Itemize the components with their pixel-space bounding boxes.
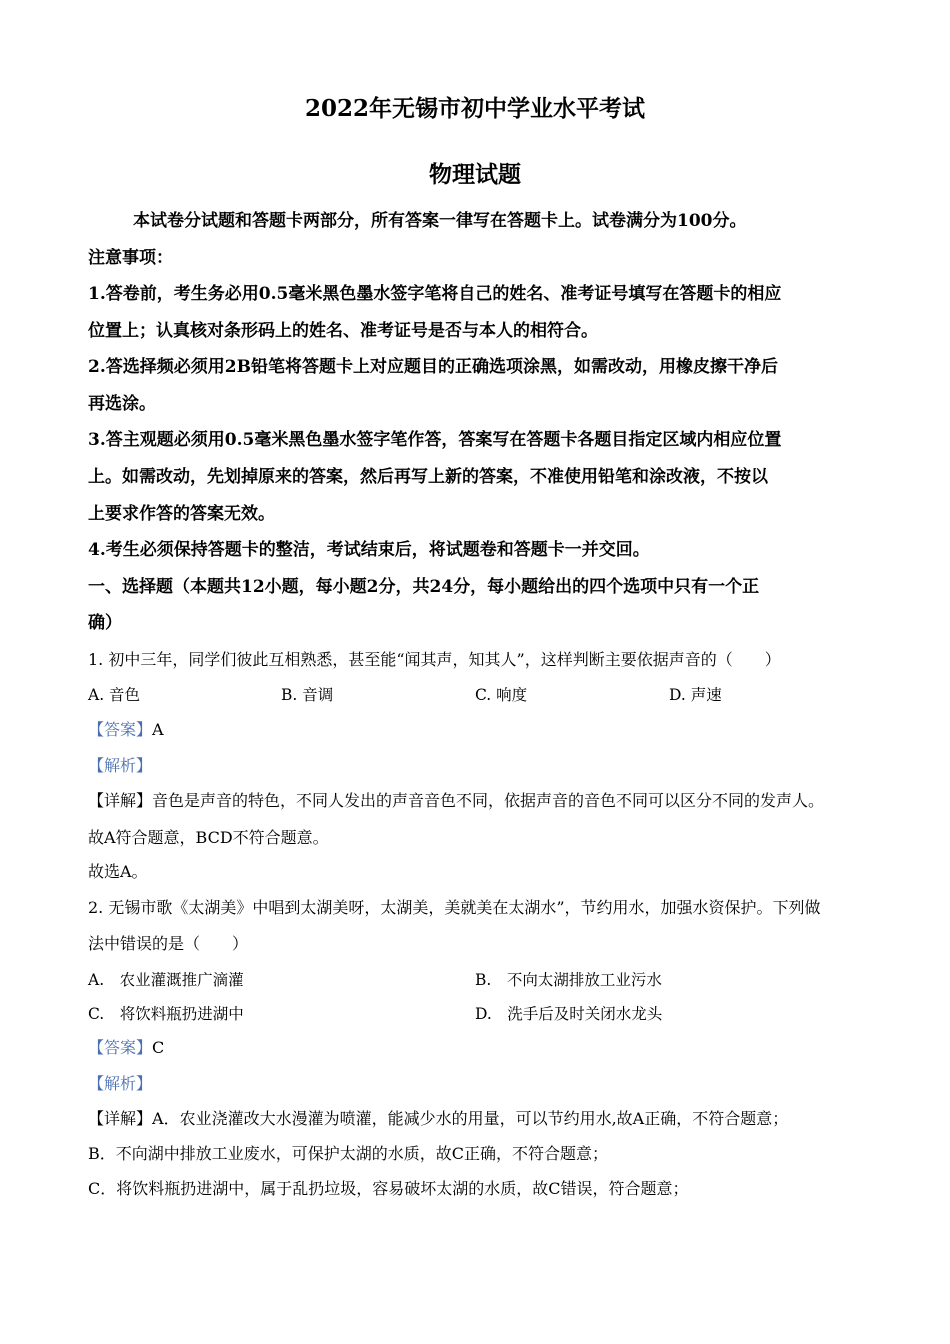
section-heading: 一、选择题（本题共12小题，每小题2分，共24分，每小题给出的四个选项中只有一个正 (88, 577, 760, 597)
note-line: 上。如需改动，先划掉原来的答案，然后再写上新的答案，不准使用铅笔和涂改液，不按以 (88, 467, 768, 487)
q2-analysis (88, 1074, 868, 1094)
exam-subtitle: 物理试题 (429, 161, 521, 188)
note-line: 4.考生必须保持答题卡的整洁，考试结束后，将试题卷和答题卡一并交回。 (88, 540, 650, 560)
note-line: 3.答主观题必须用0.5毫米黑色墨水签字笔作答，答案写在答题卡各题目指定区域内相应位置 (88, 430, 782, 450)
q2-detail-cont: C．将饮料瓶扔进湖中，属于乱扔垃圾，容易破坏太湖的水质，故C错误，符合题意； (88, 1179, 689, 1198)
q2-option-c: C. 将饮料瓶扔进湖中 (88, 1005, 244, 1023)
detail-tag: 【详解】 (88, 791, 153, 810)
note-line: 位置上；认真核对条形码上的姓名、准考证号是否与本人的相符合。 (88, 321, 598, 341)
section-heading-cont: 确） (88, 613, 122, 633)
q1-detail-cont: 故A符合题意，BCD不符合题意。 (88, 828, 329, 847)
q1-conclusion: 故选A。 (88, 862, 148, 881)
q2-option-a: A. 农业灌溉推广滴灌 (88, 971, 244, 989)
q2-detail-cont: B．不向湖中排放工业废水，可保护太湖的水质，故C正确，不符合题意； (88, 1144, 609, 1163)
answer-value: A (152, 720, 164, 739)
exam-title: 2022年无锡市初中学业水平考试 (304, 95, 645, 122)
q1-option-a: A. 音色 (88, 686, 141, 704)
analysis-tag: 【解析】 (88, 756, 153, 775)
analysis-tag: 【解析】 (88, 1074, 153, 1093)
notes-heading: 注意事项： (88, 248, 173, 268)
q2-answer (88, 1038, 868, 1058)
detail-text: 音色是声音的特色，不同人发出的声音音色不同，依据声音的音色不同可以区分不同的发声人。 (152, 791, 825, 810)
q1-stem: 1. 初中三年，同学们彼此互相熟悉，甚至能“闻其声，知其人”，这样判断主要依据声音的（ ） (88, 650, 781, 669)
answer-value: C (152, 1038, 165, 1057)
note-line: 2.答选择频必须用2B铅笔将答题卡上对应题目的正确选项涂黑，如需改动，用橡皮擦干净后 (88, 357, 778, 377)
q2-option-d: D. 洗手后及时关闭水龙头 (475, 1005, 663, 1023)
detail-text: A．农业浇灌改大水漫灌为喷灌，能减少水的用量，可以节约用水,故A正确，不符合题意； (152, 1109, 789, 1128)
q2-option-b: B. 不向太湖排放工业污水 (475, 971, 662, 989)
q1-option-b: B. 音调 (281, 686, 334, 704)
answer-tag: 【答案】 (88, 1038, 153, 1057)
q1-detail (88, 791, 868, 811)
answer-tag: 【答案】 (88, 720, 153, 739)
q1-option-d: D. 声速 (669, 686, 722, 704)
q2-stem: 2. 无锡市歌《太湖美》中唱到太湖美呀，太湖美，美就美在太湖水”，节约用水，加强水资保护。下列做 (88, 898, 821, 917)
q2-stem-cont: 法中错误的是（ ） (88, 934, 249, 953)
q1-answer (88, 720, 868, 740)
intro-text: 本试卷分试题和答题卡两部分，所有答案一律写在答题卡上。试卷满分为100分。 (133, 211, 747, 231)
note-line: 1.答卷前，考生务必用0.5毫米黑色墨水签字笔将自己的姓名、准考证号填写在答题卡的相应 (88, 284, 782, 304)
q1-option-c: C. 响度 (475, 686, 528, 704)
detail-tag: 【详解】 (88, 1109, 153, 1128)
q1-analysis (88, 756, 868, 776)
note-line: 上要求作答的答案无效。 (88, 504, 275, 524)
note-line: 再选涂。 (88, 394, 156, 414)
q2-detail (88, 1109, 868, 1129)
